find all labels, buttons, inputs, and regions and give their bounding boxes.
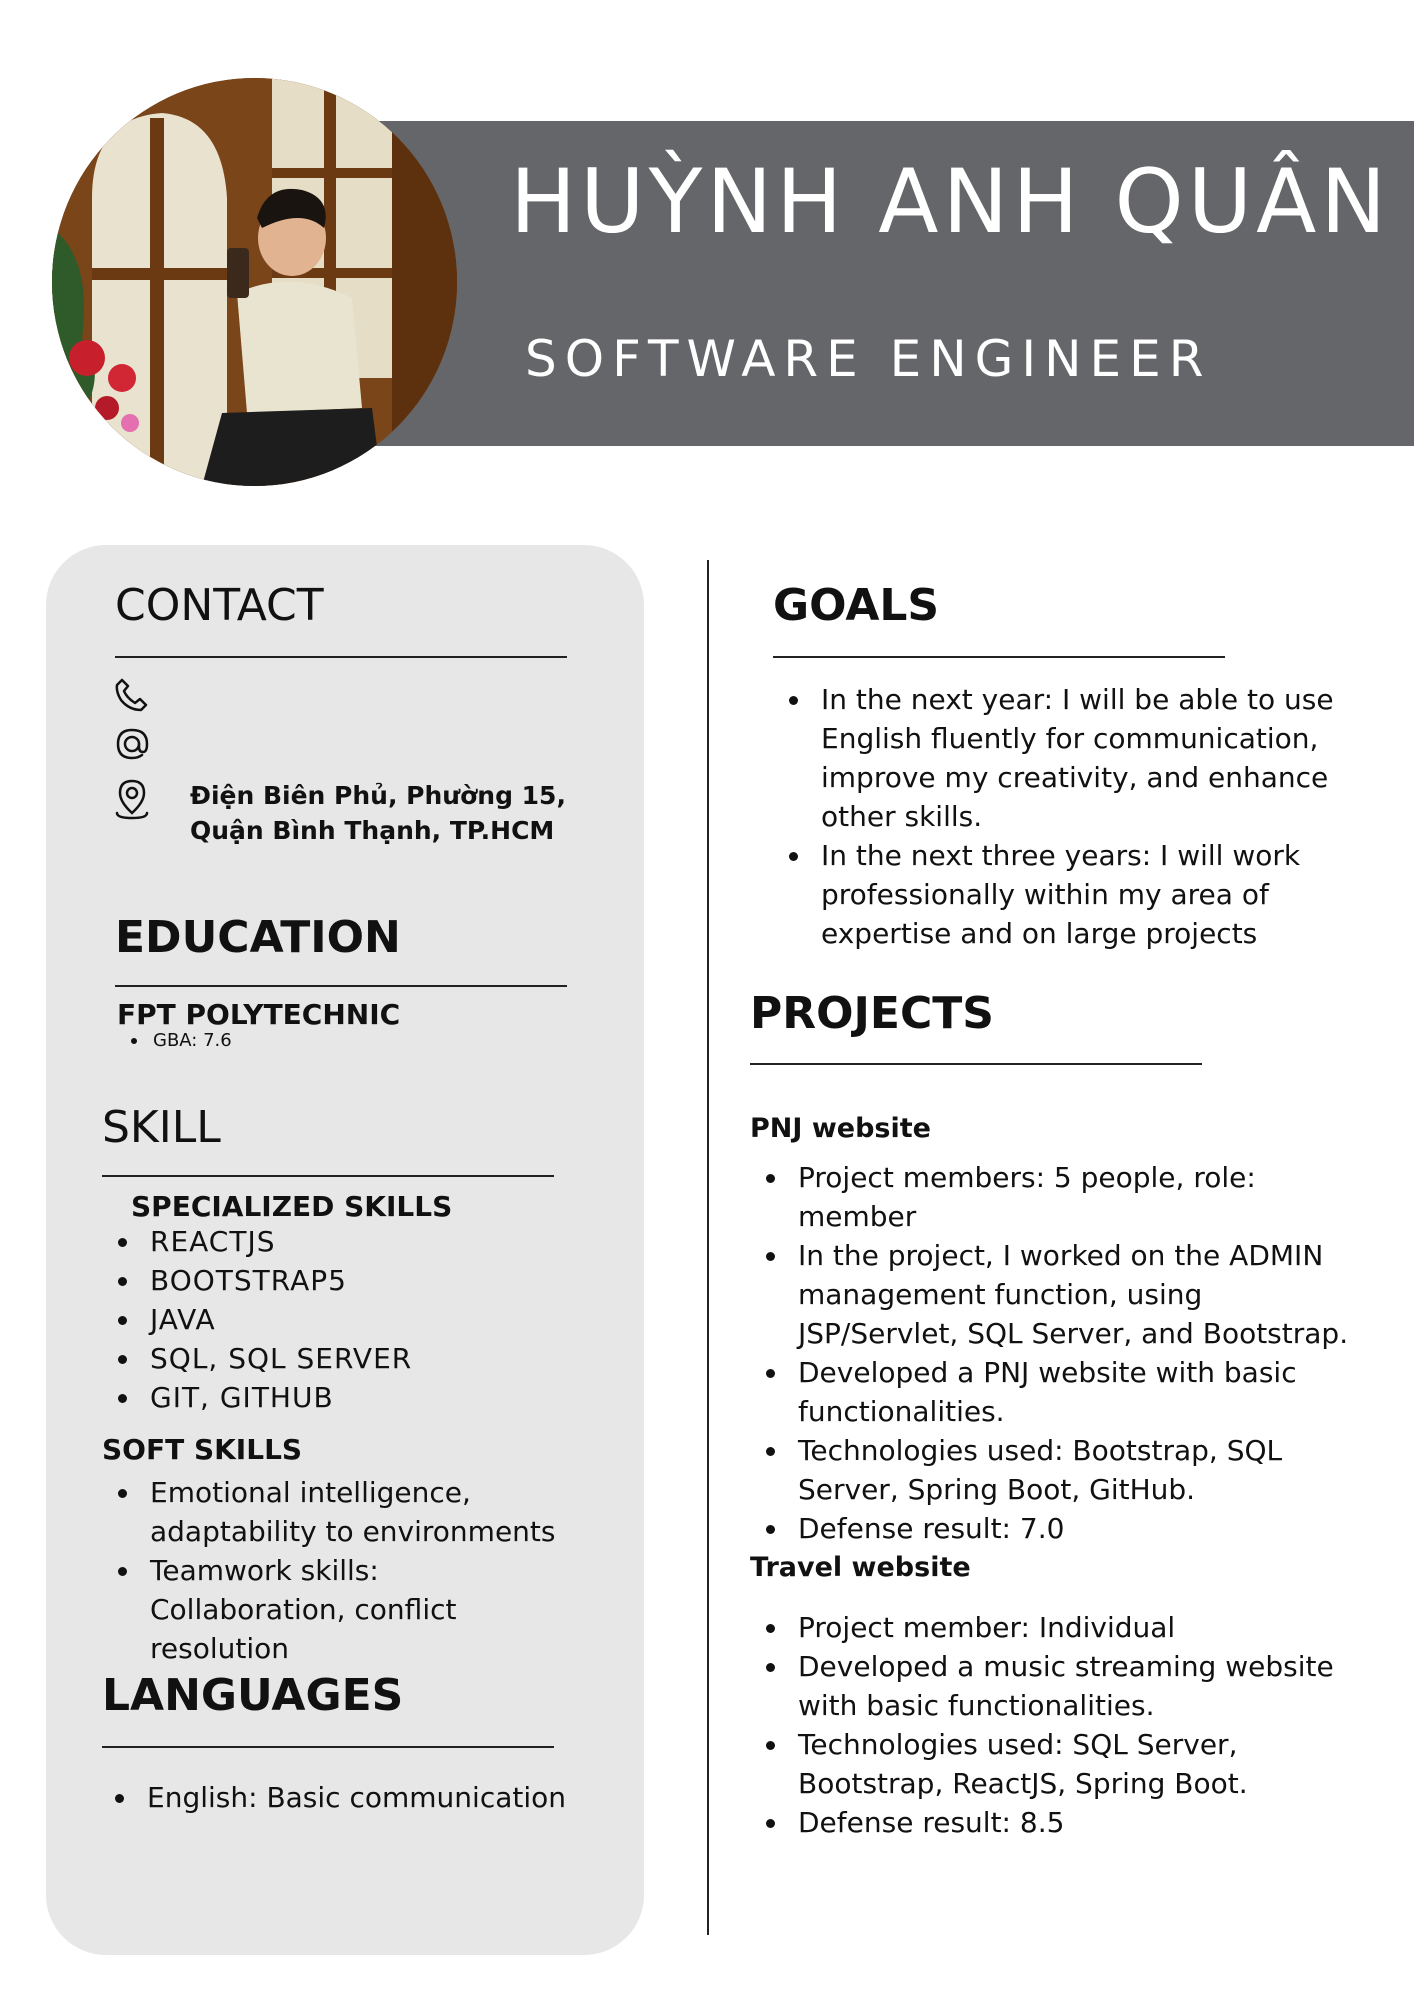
goals-list [773, 680, 1373, 953]
resume-name: HUỲNH ANH QUÂN [510, 150, 1391, 253]
contact-heading: CONTACT [115, 580, 324, 631]
education-item: GBA: 7.6 [117, 1030, 517, 1052]
project-items-list [750, 1158, 1370, 1548]
profile-photo-illustration [52, 78, 457, 486]
list-item: Defense result: 7.0 [750, 1509, 1370, 1548]
specialized-skills-heading: SPECIALIZED SKILLS [131, 1190, 453, 1223]
list-item: Defense result: 8.5 [750, 1803, 1370, 1842]
languages-list [99, 1778, 619, 1817]
specialized-skills-list [102, 1222, 602, 1417]
skill-rule [102, 1175, 554, 1177]
list-item: Developed a music streaming website with basic functionalities. [750, 1647, 1370, 1725]
list-item: Teamwork skills: Collaboration, conflict resolution [102, 1551, 572, 1668]
education-heading: EDUCATION [115, 912, 401, 963]
list-item: Technologies used: Bootstrap, SQL Server, Spring Boot, GitHub. [750, 1431, 1370, 1509]
resume-title: SOFTWARE ENGINEER [525, 330, 1212, 388]
education-list [117, 1030, 517, 1052]
education-school: FPT POLYTECHNIC [117, 998, 401, 1031]
project-title: Travel website [750, 1552, 971, 1583]
list-item: English: Basic communication [99, 1778, 619, 1817]
list-item: Emotional intelligence, adaptability to environments [102, 1473, 572, 1551]
contact-address: Điện Biên Phủ, Phường 15, Quận Bình Thạnh, TP.HCM [190, 781, 566, 845]
project-title: PNJ website [750, 1113, 931, 1144]
skill-heading: SKILL [102, 1102, 221, 1153]
list-item: In the project, I worked on the ADMIN management function, using JSP/Servlet, SQL Server, and Bootstrap. [750, 1236, 1370, 1353]
list-item: BOOTSTRAP5 [102, 1261, 602, 1300]
phone-icon [113, 676, 151, 714]
education-rule [115, 985, 567, 987]
list-item: SQL, SQL SERVER [102, 1339, 602, 1378]
column-divider [707, 560, 709, 1935]
goals-rule [773, 656, 1225, 658]
list-item: Project member: Individual [750, 1608, 1370, 1647]
projects-rule [750, 1063, 1202, 1065]
profile-photo [52, 78, 457, 486]
languages-heading: LANGUAGES [102, 1670, 404, 1721]
list-item: In the next three years: I will work professionally within my area of expertise and on large projects [773, 836, 1373, 953]
list-item: GIT, GITHUB [102, 1378, 602, 1417]
project-items-list [750, 1608, 1370, 1842]
list-item: Technologies used: SQL Server, Bootstrap, ReactJS, Spring Boot. [750, 1725, 1370, 1803]
contact-rule [115, 656, 567, 658]
list-item: REACTJS [102, 1222, 602, 1261]
soft-skills-list [102, 1473, 572, 1668]
list-item: Developed a PNJ website with basic functionalities. [750, 1353, 1370, 1431]
projects-heading: PROJECTS [750, 988, 994, 1039]
soft-skills-heading: SOFT SKILLS [102, 1433, 303, 1466]
goals-heading: GOALS [773, 580, 940, 631]
list-item: In the next year: I will be able to use English fluently for communication, improve my creativity, and enhance other skills. [773, 680, 1373, 836]
languages-rule [102, 1746, 554, 1748]
list-item: JAVA [102, 1300, 602, 1339]
at-icon [113, 725, 151, 763]
location-pin-icon [113, 778, 151, 816]
list-item: Project members: 5 people, role: member [750, 1158, 1370, 1236]
